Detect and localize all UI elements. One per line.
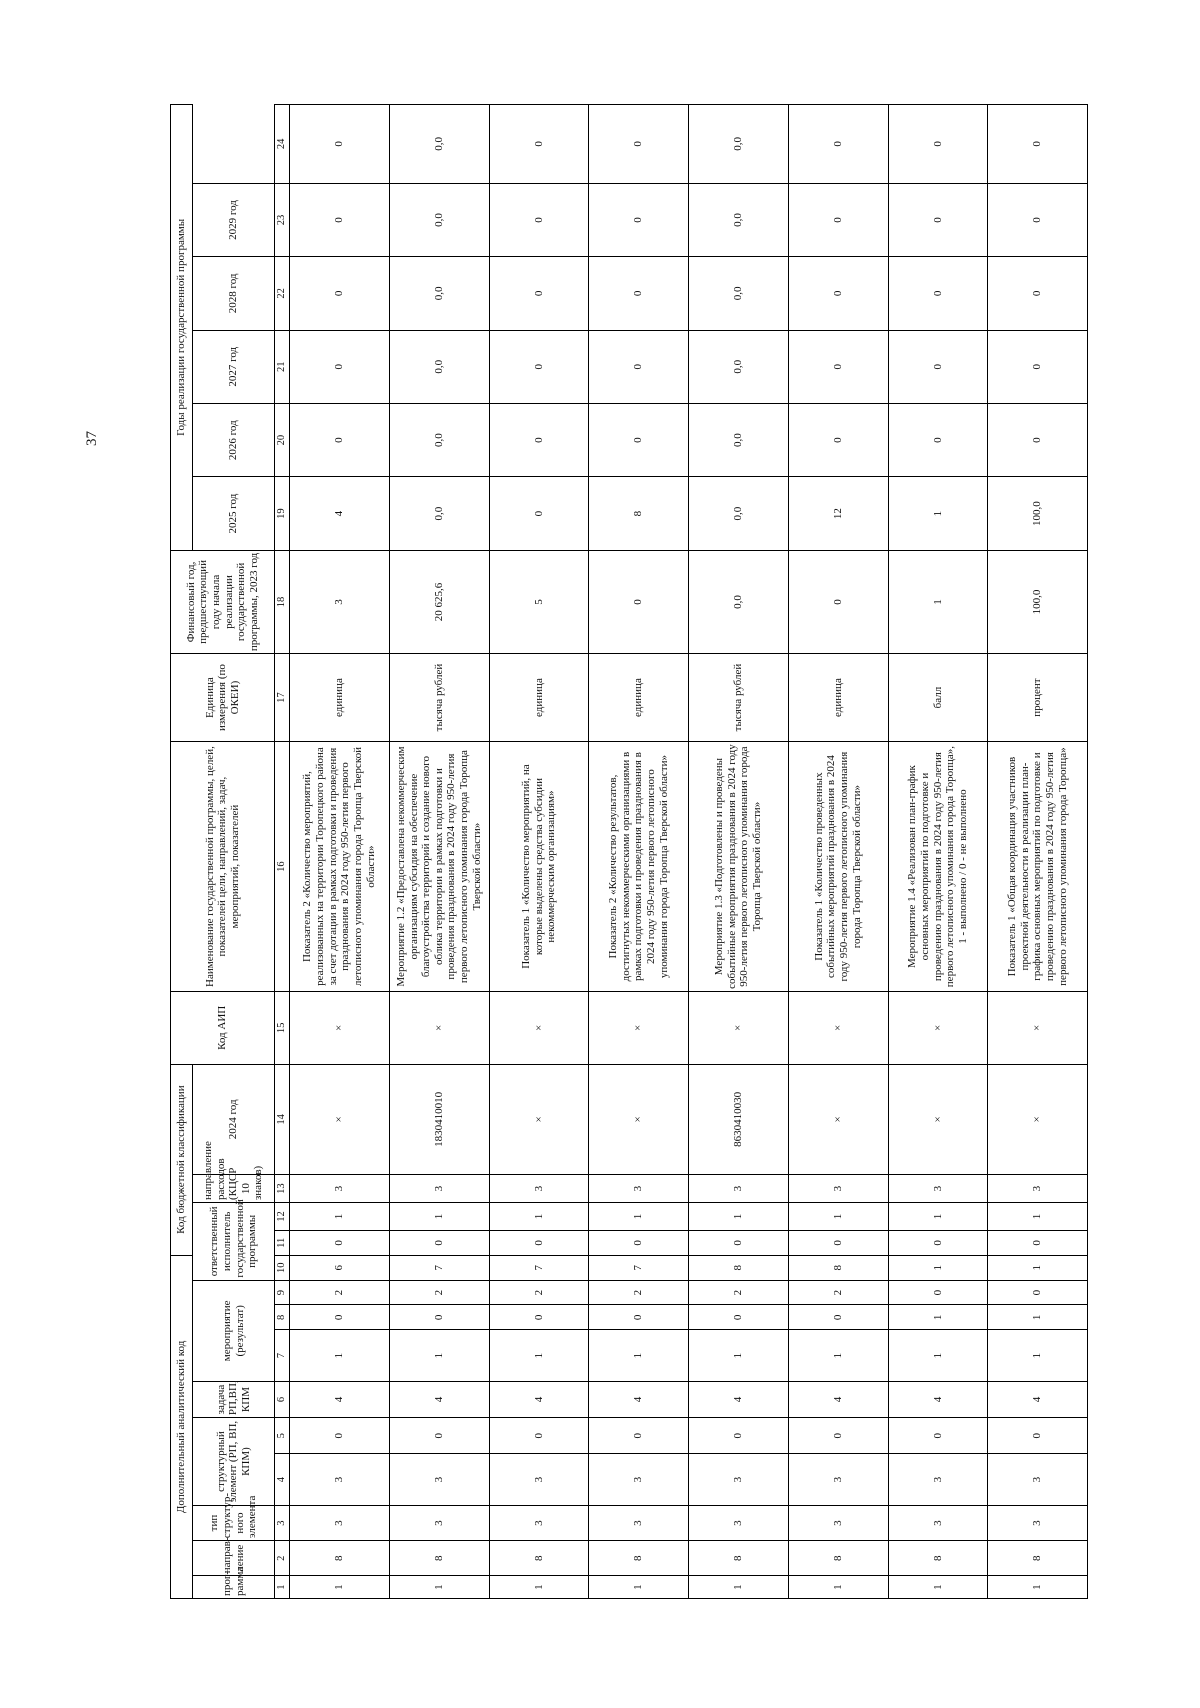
col-num: 22 bbox=[275, 257, 290, 330]
code-cell: 1 bbox=[788, 1576, 888, 1599]
code-cell: 0 bbox=[389, 1230, 489, 1255]
code-cell: 3 bbox=[788, 1454, 888, 1506]
year-value-cell: 8 bbox=[589, 477, 689, 550]
year-value-cell: 0 bbox=[589, 183, 689, 256]
year-value-cell: 0 bbox=[788, 403, 888, 476]
code-cell: 1 bbox=[290, 1576, 390, 1599]
code-cell: 3 bbox=[389, 1454, 489, 1506]
year-value-cell: 0 bbox=[788, 183, 888, 256]
code-cell: 0 bbox=[788, 1305, 888, 1330]
code-cell: 8 bbox=[389, 1541, 489, 1576]
code-cell: 1 bbox=[988, 1576, 1088, 1599]
aip-cell: × bbox=[689, 992, 789, 1064]
code-cell: 4 bbox=[988, 1381, 1088, 1417]
base-year-cell: 20 625,6 bbox=[389, 550, 489, 653]
code-cell: 4 bbox=[788, 1381, 888, 1417]
code-cell: 8 bbox=[788, 1541, 888, 1576]
code-cell: 3 bbox=[589, 1454, 689, 1506]
code-cell: 8 bbox=[788, 1255, 888, 1280]
code-cell: 0 bbox=[290, 1418, 390, 1454]
year-value-cell: 4 bbox=[290, 477, 390, 550]
unit-cell: балл bbox=[888, 654, 988, 742]
year-value-cell: 0 bbox=[888, 257, 988, 330]
unit-cell: процент bbox=[988, 654, 1088, 742]
code-cell: 1 bbox=[489, 1330, 589, 1382]
code-cell: 3 bbox=[888, 1505, 988, 1540]
code-cell: 3 bbox=[689, 1505, 789, 1540]
col-num: 7 bbox=[275, 1330, 290, 1382]
code-cell: 3 bbox=[689, 1175, 789, 1203]
code-cell: 1 bbox=[988, 1305, 1088, 1330]
code-cell: 3 bbox=[988, 1175, 1088, 1203]
name-cell: Показатель 1 «Количество мероприятий, на которые выделены средства субсидии некоммерческим организациям» bbox=[489, 741, 589, 991]
group-years: Годы реализации государственной программы bbox=[171, 105, 193, 551]
code-cell: 1 bbox=[489, 1576, 589, 1599]
code-cell: 1 bbox=[689, 1330, 789, 1382]
code-cell: 1 bbox=[888, 1203, 988, 1231]
unit-cell: тысяча рублей bbox=[389, 654, 489, 742]
year-value-cell: 0 bbox=[589, 105, 689, 184]
code-cell: 1 bbox=[888, 1305, 988, 1330]
year-value-cell: 0 bbox=[489, 105, 589, 184]
code-cell: 1 bbox=[290, 1203, 390, 1231]
column-numbers-row bbox=[275, 105, 290, 1599]
header-year-2028: 2028 год bbox=[193, 257, 275, 330]
col-num: 12 bbox=[275, 1203, 290, 1231]
table-row bbox=[689, 105, 789, 1599]
code-cell: 3 bbox=[988, 1505, 1088, 1540]
code-cell: 1 bbox=[888, 1576, 988, 1599]
year-value-cell: 0 bbox=[489, 330, 589, 403]
code-cell: 3 bbox=[988, 1454, 1088, 1506]
code-cell: 1 bbox=[489, 1203, 589, 1231]
code-cell: 7 bbox=[489, 1255, 589, 1280]
header-year-2029: 2029 год bbox=[193, 183, 275, 256]
code-cell: 8 bbox=[589, 1541, 689, 1576]
code-cell: 0 bbox=[389, 1418, 489, 1454]
code-cell: 1 bbox=[389, 1330, 489, 1382]
header-programma: прог-рамма bbox=[193, 1576, 275, 1599]
header-napr-rash: направление расходов (КЦСР 10 знаков) bbox=[193, 1175, 275, 1203]
kcsr-cell: × bbox=[290, 1064, 390, 1175]
table-row bbox=[290, 105, 390, 1599]
code-cell: 3 bbox=[389, 1505, 489, 1540]
code-cell: 3 bbox=[290, 1175, 390, 1203]
year-value-cell: 0,0 bbox=[389, 183, 489, 256]
page-number: 37 bbox=[84, 431, 100, 446]
code-cell: 0 bbox=[290, 1230, 390, 1255]
code-cell: 0 bbox=[489, 1305, 589, 1330]
col-num: 6 bbox=[275, 1381, 290, 1417]
code-cell: 1 bbox=[290, 1330, 390, 1382]
code-cell: 1 bbox=[988, 1330, 1088, 1382]
table-row bbox=[489, 105, 589, 1599]
table-body bbox=[290, 105, 1088, 1599]
code-cell: 8 bbox=[290, 1541, 390, 1576]
code-cell: 0 bbox=[988, 1280, 1088, 1305]
code-cell: 0 bbox=[290, 1305, 390, 1330]
code-cell: 3 bbox=[290, 1454, 390, 1506]
code-cell: 3 bbox=[389, 1175, 489, 1203]
code-cell: 1 bbox=[589, 1576, 689, 1599]
col-num: 4 bbox=[275, 1454, 290, 1506]
unit-cell: единица bbox=[489, 654, 589, 742]
code-cell: 3 bbox=[888, 1175, 988, 1203]
year-value-cell: 0,0 bbox=[689, 105, 789, 184]
code-cell: 3 bbox=[788, 1175, 888, 1203]
col-num: 23 bbox=[275, 183, 290, 256]
code-cell: 1 bbox=[988, 1203, 1088, 1231]
year-value-cell: 0,0 bbox=[689, 257, 789, 330]
code-cell: 3 bbox=[489, 1175, 589, 1203]
code-cell: 3 bbox=[589, 1175, 689, 1203]
header-meropr: мероприятие (результат) bbox=[193, 1280, 275, 1381]
code-cell: 1 bbox=[589, 1330, 689, 1382]
col-num: 16 bbox=[275, 741, 290, 991]
code-cell: 8 bbox=[489, 1541, 589, 1576]
code-cell: 6 bbox=[290, 1255, 390, 1280]
base-year-cell: 100,0 bbox=[988, 550, 1088, 653]
kcsr-cell: 8630410030 bbox=[689, 1064, 789, 1175]
col-num: 3 bbox=[275, 1505, 290, 1540]
year-value-cell: 0 bbox=[888, 105, 988, 184]
code-cell: 0 bbox=[988, 1230, 1088, 1255]
col-num: 15 bbox=[275, 992, 290, 1064]
code-cell: 0 bbox=[589, 1230, 689, 1255]
code-cell: 4 bbox=[389, 1381, 489, 1417]
col-num: 20 bbox=[275, 403, 290, 476]
year-value-cell: 0 bbox=[988, 330, 1088, 403]
header-base-year: Финансовый год, предшествующий году начала реализации государственной программы, 2023 год bbox=[171, 550, 275, 653]
code-cell: 4 bbox=[290, 1381, 390, 1417]
code-cell: 3 bbox=[290, 1505, 390, 1540]
year-value-cell: 12 bbox=[788, 477, 888, 550]
header-year-2025: 2025 год bbox=[193, 477, 275, 550]
kcsr-cell: × bbox=[788, 1064, 888, 1175]
kcsr-cell: × bbox=[888, 1064, 988, 1175]
header-tip: тип структур-ного элемента bbox=[193, 1505, 275, 1540]
col-num: 1 bbox=[275, 1576, 290, 1599]
year-value-cell: 0 bbox=[489, 183, 589, 256]
year-value-cell: 0 bbox=[988, 257, 1088, 330]
code-cell: 0 bbox=[689, 1305, 789, 1330]
code-cell: 1 bbox=[888, 1255, 988, 1280]
group-budget-code: Код бюджетной классификации bbox=[171, 1064, 193, 1255]
code-cell: 2 bbox=[788, 1280, 888, 1305]
code-cell: 2 bbox=[689, 1280, 789, 1305]
year-value-cell: 0 bbox=[290, 403, 390, 476]
base-year-cell: 0 bbox=[589, 550, 689, 653]
aip-cell: × bbox=[389, 992, 489, 1064]
year-value-cell: 0 bbox=[489, 403, 589, 476]
code-cell: 3 bbox=[589, 1505, 689, 1540]
code-cell: 0 bbox=[689, 1418, 789, 1454]
code-cell: 0 bbox=[888, 1280, 988, 1305]
aip-cell: × bbox=[988, 992, 1088, 1064]
code-cell: 0 bbox=[489, 1230, 589, 1255]
col-num: 18 bbox=[275, 550, 290, 653]
year-value-cell: 0,0 bbox=[389, 477, 489, 550]
code-cell: 2 bbox=[389, 1280, 489, 1305]
code-cell: 1 bbox=[689, 1203, 789, 1231]
name-cell: Показатель 2 «Количество мероприятий, реализованных на территории Торопецкого района за счет дотации в рамках подготовки и проведения празднования в 2024 году 950-летия первого летописного упоминания города Торопца Тверской области» bbox=[290, 741, 390, 991]
code-cell: 2 bbox=[290, 1280, 390, 1305]
year-value-cell: 0 bbox=[988, 403, 1088, 476]
code-cell: 1 bbox=[389, 1203, 489, 1231]
year-value-cell: 0 bbox=[290, 105, 390, 184]
year-value-cell: 0 bbox=[589, 403, 689, 476]
header-kod-aip: Код АИП bbox=[171, 992, 275, 1064]
code-cell: 4 bbox=[888, 1381, 988, 1417]
unit-cell: единица bbox=[788, 654, 888, 742]
year-value-cell: 0 bbox=[489, 477, 589, 550]
header-napravlenie: направ-ление bbox=[193, 1541, 275, 1576]
year-value-cell: 0 bbox=[788, 330, 888, 403]
year-value-cell: 0,0 bbox=[389, 330, 489, 403]
year-value-cell: 0 bbox=[888, 403, 988, 476]
col-num: 9 bbox=[275, 1280, 290, 1305]
code-cell: 1 bbox=[988, 1255, 1088, 1280]
year-value-cell: 0,0 bbox=[389, 403, 489, 476]
col-num: 17 bbox=[275, 654, 290, 742]
year-value-cell: 0 bbox=[888, 330, 988, 403]
group-analytic-code: Дополнительный аналитический код bbox=[171, 1255, 193, 1598]
year-value-cell: 0 bbox=[988, 105, 1088, 184]
code-cell: 2 bbox=[589, 1280, 689, 1305]
name-cell: Мероприятие 1.4 «Реализован план-график основных мероприятий по подготовке и проведению празднования в 2024 году 950-летия первого летописного упоминания города Торопца», 1 - выполнено / 0 - не выполнено bbox=[888, 741, 988, 991]
code-cell: 1 bbox=[589, 1203, 689, 1231]
aip-cell: × bbox=[489, 992, 589, 1064]
code-cell: 3 bbox=[489, 1505, 589, 1540]
base-year-cell: 1 bbox=[888, 550, 988, 653]
name-cell: Показатель 1 «Количество проведенных событийных мероприятий празднования в 2024 году 950-летия первого летописного упоминания города Торопца Тверской области» bbox=[788, 741, 888, 991]
kcsr-cell: × bbox=[589, 1064, 689, 1175]
year-value-cell: 0 bbox=[589, 257, 689, 330]
code-cell: 3 bbox=[788, 1505, 888, 1540]
code-cell: 4 bbox=[589, 1381, 689, 1417]
aip-cell: × bbox=[888, 992, 988, 1064]
header-strukt: структурный элемент (РП, ВП, КПМ) bbox=[193, 1418, 275, 1506]
code-cell: 0 bbox=[489, 1418, 589, 1454]
year-value-cell: 0,0 bbox=[689, 403, 789, 476]
name-cell: Мероприятие 1.2 «Предоставлена некоммерческим организациям субсидия на обеспечение благоустройства территорий и создание нового облика территории в рамках подготовки и проведения празднования в 2024 году 950-летия первого летописного упоминания города Торопца Тверской области» bbox=[389, 741, 489, 991]
year-value-cell: 0,0 bbox=[389, 105, 489, 184]
base-year-cell: 0 bbox=[788, 550, 888, 653]
code-cell: 0 bbox=[589, 1305, 689, 1330]
code-cell: 4 bbox=[489, 1381, 589, 1417]
year-value-cell: 0 bbox=[788, 257, 888, 330]
name-cell: Показатель 2 «Количество результатов, достигнутых некоммерческими организациями в рамках подготовки и проведения празднования в 2024 году 950-летия первого летописного упоминания города Торопца Тверской области» bbox=[589, 741, 689, 991]
col-num: 13 bbox=[275, 1175, 290, 1203]
unit-cell: тысяча рублей bbox=[689, 654, 789, 742]
year-value-cell: 0 bbox=[489, 257, 589, 330]
code-cell: 8 bbox=[689, 1255, 789, 1280]
col-num: 5 bbox=[275, 1418, 290, 1454]
code-cell: 8 bbox=[888, 1541, 988, 1576]
header-zadacha: задача РП,ВП, КПМ bbox=[193, 1381, 275, 1417]
code-cell: 1 bbox=[888, 1330, 988, 1382]
code-cell: 0 bbox=[788, 1418, 888, 1454]
base-year-cell: 0,0 bbox=[689, 550, 789, 653]
name-cell: Мероприятие 1.3 «Подготовлены и проведены событийные мероприятия празднования в 2024 году 950-летия первого летописного упоминания города Торопца Тверской области» bbox=[689, 741, 789, 991]
year-value-cell: 1 bbox=[888, 477, 988, 550]
year-value-cell: 0,0 bbox=[689, 477, 789, 550]
code-cell: 0 bbox=[988, 1418, 1088, 1454]
col-num: 10 bbox=[275, 1255, 290, 1280]
table-row bbox=[988, 105, 1088, 1599]
code-cell: 3 bbox=[489, 1454, 589, 1506]
col-num: 24 bbox=[275, 105, 290, 184]
code-cell: 1 bbox=[689, 1576, 789, 1599]
col-num: 14 bbox=[275, 1064, 290, 1175]
code-cell: 3 bbox=[689, 1454, 789, 1506]
code-cell: 1 bbox=[389, 1576, 489, 1599]
col-num: 19 bbox=[275, 477, 290, 550]
code-cell: 8 bbox=[689, 1541, 789, 1576]
header-year-2026: 2026 год bbox=[193, 403, 275, 476]
year-value-cell: 0 bbox=[589, 330, 689, 403]
base-year-cell: 3 bbox=[290, 550, 390, 653]
header-unit: Единица измерения (по ОКЕИ) bbox=[171, 654, 275, 742]
code-cell: 0 bbox=[888, 1230, 988, 1255]
code-cell: 0 bbox=[389, 1305, 489, 1330]
code-cell: 4 bbox=[689, 1381, 789, 1417]
table-row bbox=[589, 105, 689, 1599]
code-cell: 0 bbox=[689, 1230, 789, 1255]
year-value-cell: 0 bbox=[788, 105, 888, 184]
table-row bbox=[788, 105, 888, 1599]
header-year-2024: 2024 год bbox=[193, 1064, 275, 1175]
year-value-cell: 100,0 bbox=[988, 477, 1088, 550]
aip-cell: × bbox=[589, 992, 689, 1064]
code-cell: 2 bbox=[489, 1280, 589, 1305]
col-num: 11 bbox=[275, 1230, 290, 1255]
year-value-cell: 0 bbox=[888, 183, 988, 256]
col-num: 2 bbox=[275, 1541, 290, 1576]
code-cell: 7 bbox=[389, 1255, 489, 1280]
year-value-cell: 0 bbox=[988, 183, 1088, 256]
aip-cell: × bbox=[788, 992, 888, 1064]
rotated-table-wrapper bbox=[170, 104, 1088, 1599]
code-cell: 0 bbox=[589, 1418, 689, 1454]
code-cell: 1 bbox=[788, 1330, 888, 1382]
year-value-cell: 0 bbox=[290, 257, 390, 330]
year-value-cell: 0 bbox=[290, 330, 390, 403]
unit-cell: единица bbox=[290, 654, 390, 742]
kcsr-cell: × bbox=[489, 1064, 589, 1175]
code-cell: 3 bbox=[888, 1454, 988, 1506]
col-num: 21 bbox=[275, 330, 290, 403]
code-cell: 0 bbox=[788, 1230, 888, 1255]
code-cell: 0 bbox=[888, 1418, 988, 1454]
year-value-cell: 0,0 bbox=[689, 183, 789, 256]
code-cell: 7 bbox=[589, 1255, 689, 1280]
header-name: Наименование государственной программы, целей, показателей цели, направлений, задач, мероприятий, показателей bbox=[171, 741, 275, 991]
unit-cell: единица bbox=[589, 654, 689, 742]
name-cell: Показатель 1 «Общая координация участников проектной деятельности в реализации план-графика основных мероприятий по подготовке и проведению празднования в 2024 году 950-летия первого летописного упоминания города Торопца» bbox=[988, 741, 1088, 991]
year-value-cell: 0,0 bbox=[389, 257, 489, 330]
table-row bbox=[888, 105, 988, 1599]
kcsr-cell: × bbox=[988, 1064, 1088, 1175]
base-year-cell: 5 bbox=[489, 550, 589, 653]
aip-cell: × bbox=[290, 992, 390, 1064]
code-cell: 1 bbox=[788, 1203, 888, 1231]
kcsr-cell: 1830410010 bbox=[389, 1064, 489, 1175]
year-value-cell: 0,0 bbox=[689, 330, 789, 403]
code-cell: 8 bbox=[988, 1541, 1088, 1576]
col-num: 8 bbox=[275, 1305, 290, 1330]
header-year-2027: 2027 год bbox=[193, 330, 275, 403]
year-value-cell: 0 bbox=[290, 183, 390, 256]
table-row bbox=[389, 105, 489, 1599]
program-table bbox=[170, 104, 1088, 1599]
header-otvet: ответственный исполнитель государственной программы bbox=[193, 1203, 275, 1281]
